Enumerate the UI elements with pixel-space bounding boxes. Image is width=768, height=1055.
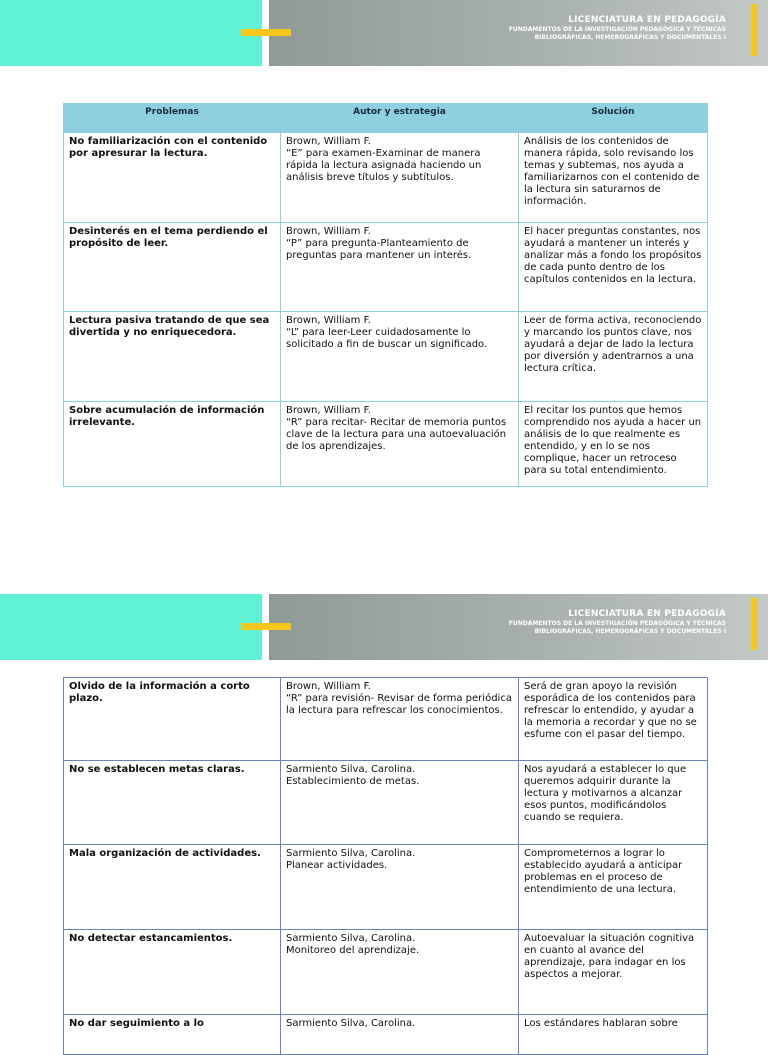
solution-cell: El hacer preguntas constantes, nos ayudará a mantener un interés y analizar más a fondo los propósitos de cada punto dentro de los capítulos contenidos en la lectura. bbox=[519, 223, 708, 312]
table-row bbox=[64, 845, 708, 930]
table-row bbox=[64, 133, 708, 223]
course-title-line1: FUNDAMENTOS DE LA INVESTIGACIÓN PEDAGÓGICA Y TÉCNICAS bbox=[508, 26, 726, 33]
banner-yellow-dash bbox=[241, 29, 291, 36]
table-row bbox=[64, 761, 708, 845]
strategy-text: Planear actividades. bbox=[286, 860, 388, 871]
banner-titles bbox=[509, 15, 726, 42]
program-title: LICENCIATURA EN PEDAGOGÍA bbox=[568, 609, 726, 619]
author-text: Brown, William F. bbox=[286, 136, 371, 147]
table-row bbox=[64, 930, 708, 1015]
course-title-line1: FUNDAMENTOS DE LA INVESTIGACIÓN PEDAGÓGICA Y TÉCNICAS bbox=[508, 620, 726, 627]
author-strategy-cell bbox=[281, 761, 519, 845]
problem-cell: Lectura pasiva tratando de que sea divertida y no enriquecedora. bbox=[64, 312, 281, 402]
problem-cell: Mala organización de actividades. bbox=[64, 845, 281, 930]
problem-cell: Desinterés en el tema perdiendo el propósito de leer. bbox=[64, 223, 281, 312]
author-text: Sarmiento Silva, Carolina. bbox=[286, 1018, 416, 1029]
author-text: Sarmiento Silva, Carolina. bbox=[286, 764, 416, 775]
author-text: Brown, William F. bbox=[286, 681, 371, 692]
column-header-problems: Problemas bbox=[64, 104, 281, 133]
solution-cell: Será de gran apoyo la revisión esporádica de los contenidos para refrescar lo entendido, y ayudar a la memoria a recordar y que no se esfume con el pasar del tiempo. bbox=[519, 678, 708, 761]
column-header-solution: Solución bbox=[519, 104, 708, 133]
course-title-line2: BIBLIOGRÁFICAS, HEMEROGRÁFICAS Y DOCUMENTALES I bbox=[534, 34, 726, 41]
problem-cell: No se establecen metas claras. bbox=[64, 761, 281, 845]
solution-cell: Leer de forma activa, reconociendo y marcando los puntos clave, nos ayudará a dejar de lado la lectura por diversión y adentrarnos a una lectura crítica. bbox=[519, 312, 708, 402]
table-row bbox=[64, 1015, 708, 1055]
course-title-line2: BIBLIOGRÁFICAS, HEMEROGRÁFICAS Y DOCUMENTALES I bbox=[534, 628, 726, 635]
strategy-text: Establecimiento de metas. bbox=[286, 776, 420, 787]
author-text: Sarmiento Silva, Carolina. bbox=[286, 933, 416, 944]
column-header-author: Autor y estrategia bbox=[281, 104, 519, 133]
banner-teal-block bbox=[0, 594, 262, 660]
author-text: Brown, William F. bbox=[286, 315, 371, 326]
author-text: Brown, William F. bbox=[286, 405, 371, 416]
program-title: LICENCIATURA EN PEDAGOGÍA bbox=[568, 15, 726, 25]
author-strategy-cell bbox=[281, 1015, 519, 1055]
header-banner bbox=[0, 594, 768, 660]
author-text: Sarmiento Silva, Carolina. bbox=[286, 848, 416, 859]
problem-cell: No detectar estancamientos. bbox=[64, 930, 281, 1015]
strategies-table-continued bbox=[63, 677, 708, 1055]
author-strategy-cell bbox=[281, 402, 519, 487]
strategy-text: “R” para revisión- Revisar de forma periódica la lectura para refrescar los conocimientos. bbox=[286, 693, 512, 716]
solution-cell: Análisis de los contenidos de manera rápida, solo revisando los temas y subtemas, nos ayuda a familiarizarnos con el contenido de la lectura sin saturarnos de información. bbox=[519, 133, 708, 223]
banner-teal-block bbox=[0, 0, 262, 66]
strategy-text: Monitoreo del aprendizaje. bbox=[286, 945, 420, 956]
author-text: Brown, William F. bbox=[286, 226, 371, 237]
problem-cell: No familiarización con el contenido por apresurar la lectura. bbox=[64, 133, 281, 223]
author-strategy-cell bbox=[281, 312, 519, 402]
author-strategy-cell bbox=[281, 223, 519, 312]
strategy-text: “R” para recitar- Recitar de memoria puntos clave de la lectura para una autoevaluación de los aprendizajes. bbox=[286, 417, 507, 452]
author-strategy-cell bbox=[281, 133, 519, 223]
strategy-text: “L” para leer-Leer cuidadosamente lo solicitado a fin de buscar un significado. bbox=[286, 327, 488, 350]
table-row bbox=[64, 312, 708, 402]
table-row bbox=[64, 678, 708, 761]
solution-cell: Autoevaluar la situación cognitiva en cuanto al avance del aprendizaje, para indagar en los aspectos a mejorar. bbox=[519, 930, 708, 1015]
table-header-row bbox=[64, 104, 708, 133]
problem-cell: Sobre acumulación de información irrelevante. bbox=[64, 402, 281, 487]
strategy-text: “P” para pregunta-Planteamiento de preguntas para mantener un interés. bbox=[286, 238, 472, 261]
author-strategy-cell bbox=[281, 845, 519, 930]
solution-cell: Comprometernos a lograr lo establecido ayudará a anticipar problemas en el proceso de entendimiento de una lectura. bbox=[519, 845, 708, 930]
table-row bbox=[64, 402, 708, 487]
header-banner bbox=[0, 0, 768, 66]
solution-cell: Nos ayudará a establecer lo que queremos adquirir durante la lectura y motivarnos a alcanzar esos puntos, modificándolos cuando se requiera. bbox=[519, 761, 708, 845]
strategy-text: “E” para examen-Examinar de manera rápida la lectura asignada haciendo un análisis breve títulos y subtítulos. bbox=[286, 148, 482, 183]
author-strategy-cell bbox=[281, 930, 519, 1015]
problem-cell: Olvido de la información a corto plazo. bbox=[64, 678, 281, 761]
solution-cell: Los estándares hablaran sobre bbox=[519, 1015, 708, 1055]
solution-cell: El recitar los puntos que hemos comprendido nos ayuda a hacer un análisis de lo que realmente es entendido, y en lo se nos complique, hacer un retroceso para su total entendimiento. bbox=[519, 402, 708, 487]
banner-yellow-bar bbox=[751, 4, 757, 56]
banner-yellow-bar bbox=[751, 598, 757, 650]
problem-cell: No dar seguimiento a lo bbox=[64, 1015, 281, 1055]
banner-titles bbox=[509, 609, 726, 636]
strategies-table bbox=[63, 103, 708, 487]
table-row bbox=[64, 223, 708, 312]
banner-yellow-dash bbox=[241, 623, 291, 630]
author-strategy-cell bbox=[281, 678, 519, 761]
